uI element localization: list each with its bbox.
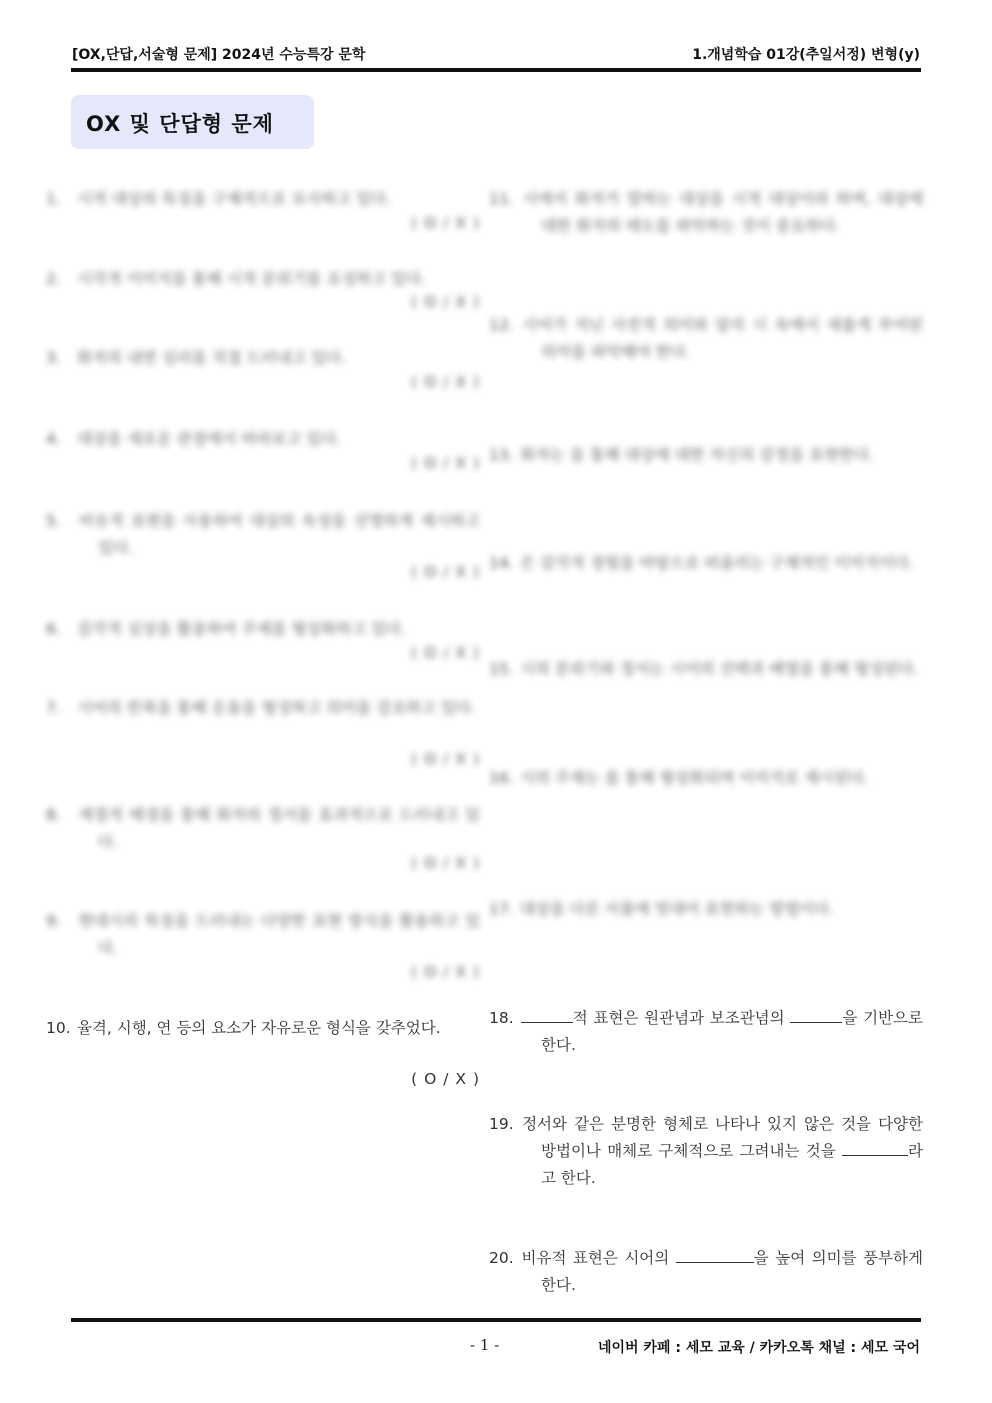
ox-answer-10[interactable]: ( O / X ) — [411, 1070, 480, 1088]
ox-answer-6[interactable]: ( O / X ) — [411, 644, 480, 662]
header-divider — [71, 68, 921, 72]
ox-answer-7[interactable]: ( O / X ) — [411, 750, 480, 768]
question-9: 9. 현대시의 특징을 드러내는 다양한 표현 방식을 활용하고 있다. — [46, 912, 481, 957]
ox-answer-4[interactable]: ( O / X ) — [411, 454, 480, 472]
question-2: 2. 시각적 이미지를 통해 시적 분위기를 조성하고 있다. — [46, 270, 426, 288]
section-title: OX 및 단답형 문제 — [86, 112, 274, 136]
question-18: 18. 적 표현은 원관념과 보조관념의 을 기반으로 한다. — [489, 1009, 923, 1054]
question-7: 7. 시어의 반복을 통해 운율을 형성하고 의미를 강조하고 있다. — [46, 699, 476, 717]
question-16: 16. 시의 주제는 를 통해 형상화되며 이미지로 제시된다. — [489, 769, 869, 787]
question-text: 을 높여 의미를 풍부하게 한다. — [541, 1249, 923, 1294]
section-title-box — [71, 95, 314, 149]
ox-answer-8[interactable]: ( O / X ) — [411, 854, 480, 872]
question-text: 비유적 표현은 시어의 — [521, 1249, 670, 1267]
question-text: 시각적 이미지를 통해 시적 분위기를 조성하고 있다. — [76, 270, 426, 288]
ox-answer-1[interactable]: ( O / X ) — [411, 214, 480, 232]
question-text: 화자의 내면 심리를 직접 드러내고 있다. — [76, 349, 347, 367]
question-text: 시에서 화자가 말하는 대상을 시적 대상이라 하며, 대상에 대한 화자의 태도를 파악하는 것이 중요하다. — [522, 190, 923, 235]
question-text: 대상을 새로운 관점에서 바라보고 있다. — [76, 430, 342, 448]
page-number: - 1 - — [470, 1336, 500, 1354]
footer-divider — [71, 1318, 921, 1322]
question-text: 적 표현은 원관념과 보조관념의 — [572, 1009, 785, 1027]
question-text: 라고 한다. — [541, 1142, 923, 1187]
question-text: 은 감각적 경험을 바탕으로 떠올리는 구체적인 이미지이다. — [519, 554, 914, 572]
answer-blank[interactable] — [521, 1007, 573, 1023]
answer-blank[interactable] — [676, 1247, 754, 1263]
question-19: 19. 정서와 같은 분명한 형체로 나타나 있지 않은 것을 다양한 방법이나 매체로 구체적으로 그려내는 것을 라고 한다. — [489, 1115, 923, 1187]
question-text: 시적 대상의 특징을 구체적으로 묘사하고 있다. — [76, 190, 391, 208]
answer-blank[interactable] — [790, 1007, 842, 1023]
question-4: 4. 대상을 새로운 관점에서 바라보고 있다. — [46, 430, 342, 448]
question-15: 15. 시의 분위기와 정서는 시어의 선택과 배열을 통해 형성된다. — [489, 660, 919, 678]
page-header-right: 1.개념학습 01강(추일서정) 변형(y) — [692, 47, 920, 63]
question-text: 율격, 시행, 연 등의 요소가 자유로운 형식을 갖추었다. — [76, 1019, 441, 1037]
question-14: 14. 은 감각적 경험을 바탕으로 떠올리는 구체적인 이미지이다. — [489, 554, 914, 572]
question-text: 계절적 배경을 통해 화자의 정서를 효과적으로 드러내고 있다. — [78, 806, 481, 851]
answer-blank[interactable] — [842, 1140, 908, 1156]
footer-credit: 네이버 카페 : 세모 교육 / 카카오톡 채널 : 세모 국어 — [597, 1340, 920, 1356]
question-text: 시의 주제는 를 통해 형상화되며 이미지로 제시된다. — [519, 769, 869, 787]
question-12: 12. 시어가 지닌 사전적 의미와 달리 시 속에서 새롭게 부여된 의미를 파악해야 한다. — [489, 316, 923, 361]
question-1: 1. 시적 대상의 특징을 구체적으로 묘사하고 있다. — [46, 190, 391, 208]
question-text: 시의 분위기와 정서는 시어의 선택과 배열을 통해 형성된다. — [519, 660, 919, 678]
question-17: 17. 대상을 다른 사물에 빗대어 표현하는 방법이다. — [489, 900, 834, 918]
question-text: 정서와 같은 분명한 형체로 나타나 있지 않은 것을 다양한 방법이나 매체로 구체적으로 그려내는 것을 — [522, 1115, 923, 1160]
question-text: 대상을 다른 사물에 빗대어 표현하는 방법이다. — [519, 900, 834, 918]
ox-answer-3[interactable]: ( O / X ) — [411, 373, 480, 391]
question-13: 13. 화자는 을 통해 대상에 대한 자신의 감정을 표현한다. — [489, 446, 874, 464]
question-6: 6. 감각적 심상을 활용하여 주제를 형상화하고 있다. — [46, 620, 406, 638]
question-text: 시어의 반복을 통해 운율을 형성하고 의미를 강조하고 있다. — [76, 699, 476, 717]
ox-answer-2[interactable]: ( O / X ) — [411, 293, 480, 311]
ox-answer-5[interactable]: ( O / X ) — [411, 563, 480, 581]
ox-answer-9[interactable]: ( O / X ) — [411, 963, 480, 981]
question-10: 10. 율격, 시행, 연 등의 요소가 자유로운 형식을 갖추었다. — [46, 1019, 441, 1037]
question-20: 20. 비유적 표현은 시어의 을 높여 의미를 풍부하게 한다. — [489, 1249, 923, 1294]
question-3: 3. 화자의 내면 심리를 직접 드러내고 있다. — [46, 349, 347, 367]
question-text: 화자는 을 통해 대상에 대한 자신의 감정을 표현한다. — [519, 446, 874, 464]
question-text: 을 기반으로 한다. — [541, 1009, 923, 1054]
page-header-left: [OX,단답,서술형 문제] 2024년 수능특강 문학 — [72, 47, 366, 63]
question-5: 5. 비유적 표현을 사용하여 대상의 속성을 선명하게 제시하고 있다. — [46, 512, 480, 557]
question-text: 감각적 심상을 활용하여 주제를 형상화하고 있다. — [76, 620, 406, 638]
question-text: 시어가 지닌 사전적 의미와 달리 시 속에서 새롭게 부여된 의미를 파악해야 한다. — [522, 316, 923, 361]
question-text: 현대시의 특징을 드러내는 다양한 표현 방식을 활용하고 있다. — [78, 912, 481, 957]
question-text: 비유적 표현을 사용하여 대상의 속성을 선명하게 제시하고 있다. — [78, 512, 480, 557]
question-11: 11. 시에서 화자가 말하는 대상을 시적 대상이라 하며, 대상에 대한 화자의 태도를 파악하는 것이 중요하다. — [489, 190, 923, 235]
question-8: 8. 계절적 배경을 통해 화자의 정서를 효과적으로 드러내고 있다. — [46, 806, 481, 851]
